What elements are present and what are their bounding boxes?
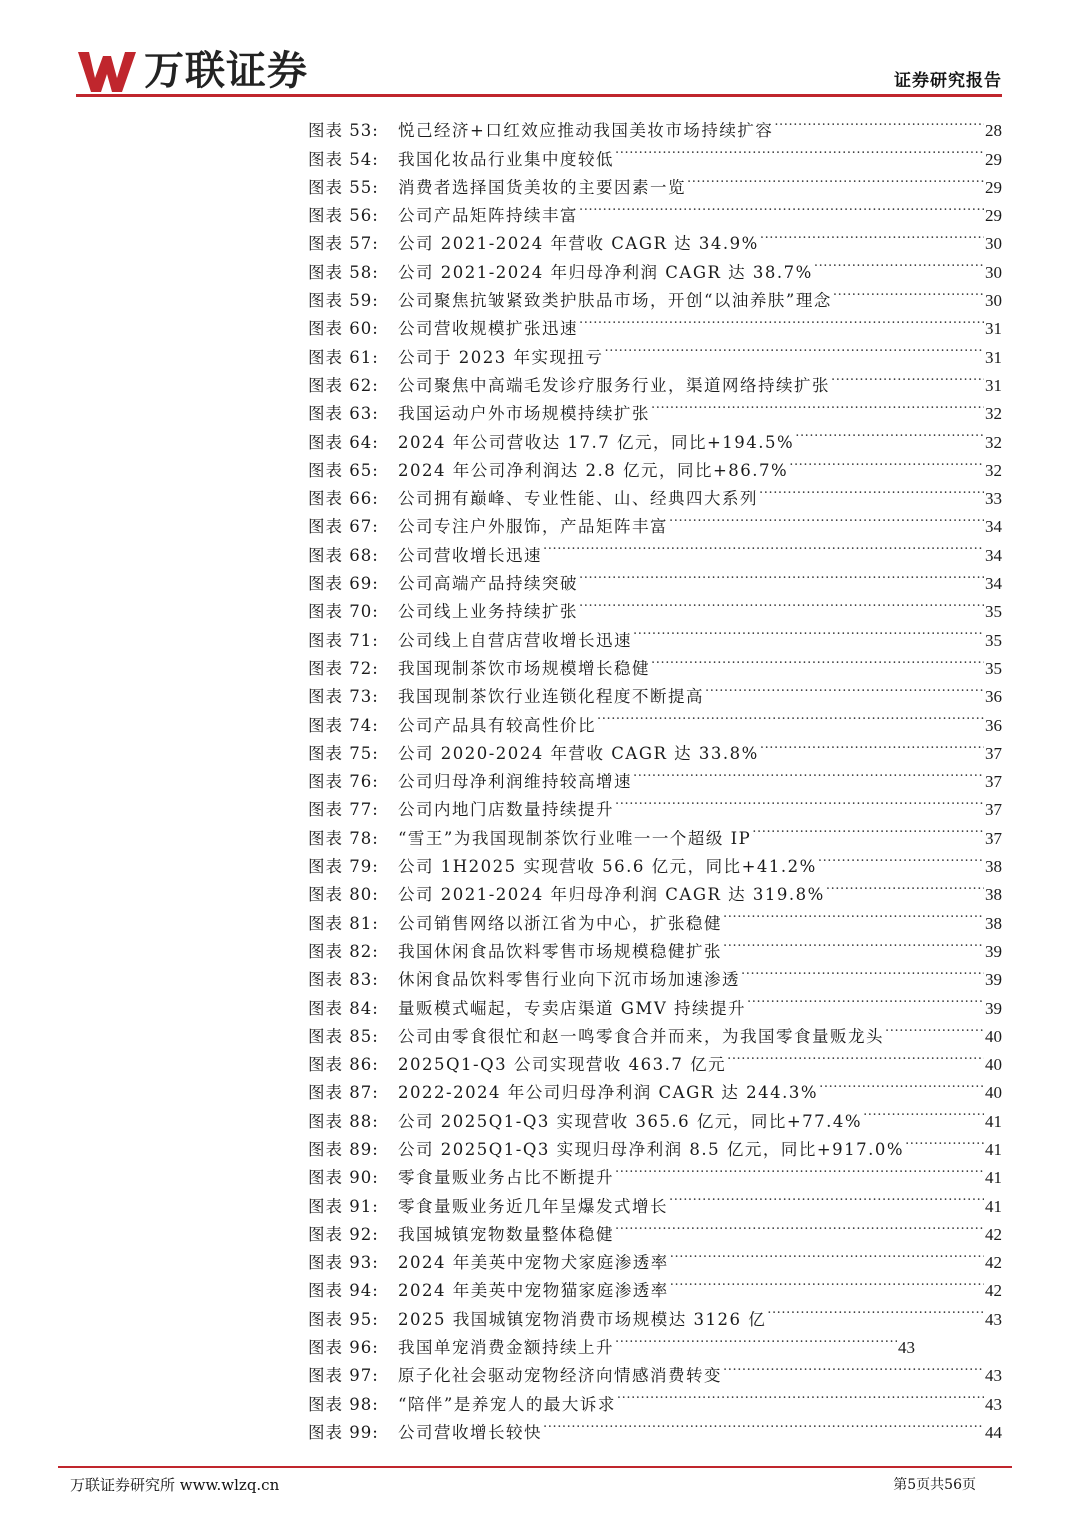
toc-dot-leader [833, 278, 984, 306]
toc-entry-label: 图表 90: [308, 1168, 379, 1188]
toc-entry-label: 图表 76: [308, 772, 379, 792]
toc-entry-page: 34 [985, 574, 1002, 594]
toc-dot-leader [615, 136, 984, 164]
toc-entry-page: 31 [985, 375, 1002, 395]
toc-entry-label: 图表 53: [308, 121, 379, 141]
toc-dot-leader [723, 1353, 984, 1381]
toc-dot-leader [831, 363, 984, 391]
toc-entry-page: 38 [985, 885, 1002, 905]
toc-entry-label: 图表 89: [308, 1139, 379, 1159]
toc-dot-leader [615, 1325, 897, 1353]
toc-entry-title: 2025Q1-Q3 公司实现营收 463.7 亿元 [398, 1055, 727, 1075]
toc-entry-label: 图表 72: [308, 658, 379, 678]
toc-entry-page: 29 [985, 149, 1002, 169]
toc-entry-label: 图表 56: [308, 206, 379, 226]
toc-entry-label: 图表 57: [308, 234, 379, 254]
toc-dot-leader [826, 872, 984, 900]
toc-entry-title: 2024 年公司营收达 17.7 亿元，同比+194.5% [398, 432, 795, 452]
toc-dot-leader [752, 815, 984, 843]
toc-dot-leader [579, 561, 984, 589]
toc-dot-leader [795, 419, 984, 447]
toc-entry-page: 36 [985, 687, 1002, 707]
page-number: 第5页共56页 [893, 1477, 976, 1493]
toc-dot-leader [669, 504, 984, 532]
toc-entry-title: 公司 2021-2024 年归母净利润 CAGR 达 319.8% [398, 885, 825, 905]
toc-entry-page: 41 [985, 1196, 1002, 1216]
toc-entry-page: 40 [985, 1026, 1002, 1046]
toc-entry-label: 图表 84: [308, 998, 379, 1018]
toc-entry-page: 30 [985, 291, 1002, 311]
toc-dot-leader [670, 1240, 984, 1268]
toc-entry-page: 41 [985, 1111, 1002, 1131]
toc-entry-title: 公司销售网络以浙江省为中心，扩张稳健 [398, 913, 722, 933]
toc-entry-label: 图表 98: [308, 1394, 379, 1414]
toc-entry-page: 40 [985, 1083, 1002, 1103]
toc-entry-label: 图表 61: [308, 347, 379, 367]
toc-entry-title: 公司产品具有较高性价比 [398, 715, 596, 735]
toc-entry-label: 图表 86: [308, 1055, 379, 1075]
toc-entry-title: 我国单宠消费金额持续上升 [398, 1338, 614, 1358]
toc-dot-leader [818, 844, 984, 872]
toc-entry-page: 28 [985, 121, 1002, 141]
toc-entry-title: 公司线上自营店营收增长迅速 [398, 630, 632, 650]
toc-entry-label: 图表 87: [308, 1083, 379, 1103]
toc-entry-title: 零食量贩业务近几年呈爆发式增长 [398, 1196, 668, 1216]
toc-entry-page: 42 [985, 1224, 1002, 1244]
toc-dot-leader [723, 929, 984, 957]
toc-entry-label: 图表 65: [308, 460, 379, 480]
toc-entry-page: 33 [985, 489, 1002, 509]
footer-source: 万联证券研究所 www.wlzq.cn [70, 1476, 280, 1494]
toc-entry-title: 公司内地门店数量持续提升 [398, 800, 614, 820]
toc-entry-label: 图表 99: [308, 1422, 379, 1442]
toc-dot-leader [760, 221, 984, 249]
toc-entry-title: 公司 1H2025 实现营收 56.6 亿元，同比+41.2% [398, 857, 817, 877]
toc-entry-page: 40 [985, 1055, 1002, 1075]
toc-entry-title: 2024 年美英中宠物犬家庭渗透率 [398, 1253, 669, 1273]
toc-entry-title: 2025 我国城镇宠物消费市场规模达 3126 亿 [398, 1309, 767, 1329]
toc-entry-title: 公司聚焦抗皱紧致类护肤品市场，开创“以油养肤”理念 [398, 291, 832, 311]
toc-entry-page: 41 [985, 1168, 1002, 1188]
toc-entry-page: 31 [985, 347, 1002, 367]
toc-entry-page: 39 [985, 970, 1002, 990]
toc-dot-leader [747, 985, 984, 1013]
footer-divider [58, 1466, 1012, 1468]
page-header [0, 0, 1080, 100]
toc-entry-page: 36 [985, 715, 1002, 735]
toc-dot-leader [670, 1268, 984, 1296]
toc-entry-label: 图表 77: [308, 800, 379, 820]
toc-entry-label: 图表 81: [308, 913, 379, 933]
toc-entry-label: 图表 93: [308, 1253, 379, 1273]
toc-dot-leader [633, 617, 984, 645]
toc-dot-leader [615, 787, 984, 815]
toc-entry-label: 图表 78: [308, 828, 379, 848]
toc-entry-title: 公司营收增长较快 [398, 1422, 542, 1442]
toc-entry-title: 公司专注户外服饰，产品矩阵丰富 [398, 517, 668, 537]
toc-dot-leader [651, 646, 984, 674]
toc-entry-title: 2024 年公司净利润达 2.8 亿元，同比+86.7% [398, 460, 789, 480]
toc-entry-title: 公司营收规模扩张迅速 [398, 319, 578, 339]
toc-entry-title: 公司 2021-2024 年营收 CAGR 达 34.9% [398, 234, 759, 254]
toc-entry-title: “雪王”为我国现制茶饮行业唯一一个超级 IP [398, 828, 752, 848]
toc-entry-page: 38 [985, 857, 1002, 877]
toc-dot-leader [651, 391, 984, 419]
toc-entry-title: 公司线上业务持续扩张 [398, 602, 578, 622]
toc-entry-label: 图表 80: [308, 885, 379, 905]
toc-entry-page: 37 [985, 800, 1002, 820]
company-logo [76, 46, 308, 96]
toc-dot-leader [543, 532, 984, 560]
toc-dot-leader [760, 731, 984, 759]
toc-entry-label: 图表 69: [308, 574, 379, 594]
toc-entry-label: 图表 85: [308, 1026, 379, 1046]
toc-entry-title: 我国运动户外市场规模持续扩张 [398, 404, 650, 424]
toc-entry-label: 图表 96: [308, 1338, 379, 1358]
toc-entry-title: 我国现制茶饮行业连锁化程度不断提高 [398, 687, 704, 707]
toc-entry-label: 图表 83: [308, 970, 379, 990]
toc-dot-leader [741, 957, 984, 985]
toc-entry-label: 图表 60: [308, 319, 379, 339]
toc-dot-leader [885, 1014, 984, 1042]
toc-dot-leader [687, 165, 984, 193]
toc-entry-page: 39 [985, 998, 1002, 1018]
toc-dot-leader [819, 1070, 984, 1098]
toc-entry-title: 公司由零食很忙和赵一鸣零食合并而来，为我国零食量贩龙头 [398, 1026, 884, 1046]
toc-entry-label: 图表 95: [308, 1309, 379, 1329]
toc-entry-title: 休闲食品饮料零售行业向下沉市场加速渗透 [398, 970, 740, 990]
toc-entry-label: 图表 59: [308, 291, 379, 311]
toc-entry-title: 公司归母净利润维持较高增速 [398, 772, 632, 792]
toc-entry-title: 消费者选择国货美妆的主要因素一览 [398, 177, 686, 197]
toc-entry-label: 图表 70: [308, 602, 379, 622]
toc-entry-title: 公司营收增长迅速 [398, 545, 542, 565]
toc-entry-page: 43 [985, 1309, 1002, 1329]
toc-dot-leader [633, 759, 984, 787]
toc-entry-title: 公司于 2023 年实现扭亏 [398, 347, 604, 367]
toc-entry-page: 32 [985, 404, 1002, 424]
toc-entry-page: 44 [985, 1422, 1002, 1442]
toc-entry-title: 公司产品矩阵持续丰富 [398, 206, 578, 226]
toc-entry-page: 37 [985, 828, 1002, 848]
toc-entry-label: 图表 74: [308, 715, 379, 735]
toc-dot-leader [905, 1127, 984, 1155]
toc-entry-page: 29 [985, 177, 1002, 197]
toc-entry-label: 图表 68: [308, 545, 379, 565]
toc-entry-title: 公司聚焦中高端毛发诊疗服务行业，渠道网络持续扩张 [398, 375, 830, 395]
toc-entry-label: 图表 92: [308, 1224, 379, 1244]
toc-entry-title: 零食量贩业务占比不断提升 [398, 1168, 614, 1188]
toc-dot-leader [723, 900, 984, 928]
toc-entry-title: 我国化妆品行业集中度较低 [398, 149, 614, 169]
toc-dot-leader [543, 1410, 984, 1438]
toc-entry-page: 43 [985, 1394, 1002, 1414]
toc-dot-leader [615, 1212, 984, 1240]
toc-entry-page: 41 [985, 1139, 1002, 1159]
toc-entry-label: 图表 73: [308, 687, 379, 707]
toc-entry-title: 公司 2025Q1-Q3 实现归母净利润 8.5 亿元，同比+917.0% [398, 1139, 905, 1159]
toc-dot-leader [727, 1042, 984, 1070]
toc-entry-page: 38 [985, 913, 1002, 933]
toc-entry-page: 37 [985, 772, 1002, 792]
toc-dot-leader [579, 193, 984, 221]
toc-entry-page: 35 [985, 630, 1002, 650]
toc-entry-label: 图表 62: [308, 375, 379, 395]
toc-entry-page: 30 [985, 234, 1002, 254]
toc-dot-leader [789, 448, 984, 476]
toc-dot-leader [863, 1098, 984, 1126]
toc-entry-title: 我国城镇宠物数量整体稳健 [398, 1224, 614, 1244]
toc-entry-title: “陪伴”是养宠人的最大诉求 [398, 1394, 616, 1414]
toc-entry-label: 图表 66: [308, 489, 379, 509]
toc-entry-title: 公司 2021-2024 年归母净利润 CAGR 达 38.7% [398, 262, 813, 282]
toc-entry-title: 公司 2025Q1-Q3 实现营收 365.6 亿元，同比+77.4% [398, 1111, 863, 1131]
toc-entry[interactable] [308, 108, 1002, 141]
toc-entry-page: 34 [985, 517, 1002, 537]
toc-entry-page: 42 [985, 1281, 1002, 1301]
toc-entry-label: 图表 88: [308, 1111, 379, 1131]
toc-entry-page: 39 [985, 941, 1002, 961]
toc-entry-label: 图表 58: [308, 262, 379, 282]
toc-dot-leader [579, 306, 984, 334]
toc-entry-page: 35 [985, 602, 1002, 622]
toc-entry-label: 图表 91: [308, 1196, 379, 1216]
toc-entry-label: 图表 75: [308, 743, 379, 763]
report-type-label: 证券研究报告 [894, 71, 1002, 91]
toc-entry-title: 原子化社会驱动宠物经济向情感消费转变 [398, 1366, 722, 1386]
toc-entry-page: 30 [985, 262, 1002, 282]
toc-entry-label: 图表 79: [308, 857, 379, 877]
toc-entry-label: 图表 97: [308, 1366, 379, 1386]
toc-entry-title: 公司高端产品持续突破 [398, 574, 578, 594]
toc-entry-page: 43 [898, 1338, 915, 1358]
toc-entry-title: 2022-2024 年公司归母净利润 CAGR 达 244.3% [398, 1083, 819, 1103]
toc-dot-leader [617, 1381, 984, 1409]
toc-entry-label: 图表 55: [308, 177, 379, 197]
toc-entry-page: 37 [985, 743, 1002, 763]
toc-entry-page: 32 [985, 432, 1002, 452]
toc-entry-label: 图表 64: [308, 432, 379, 452]
toc-entry-page: 43 [985, 1366, 1002, 1386]
toc-entry-label: 图表 82: [308, 941, 379, 961]
toc-entry-page: 35 [985, 658, 1002, 678]
toc-entry-page: 32 [985, 460, 1002, 480]
toc-entry-page: 31 [985, 319, 1002, 339]
header-divider [76, 94, 1002, 97]
toc-entry-title: 量贩模式崛起，专卖店渠道 GMV 持续提升 [398, 998, 746, 1018]
toc-entry-label: 图表 67: [308, 517, 379, 537]
toc-dot-leader [767, 1296, 984, 1324]
toc-entry-label: 图表 54: [308, 149, 379, 169]
figure-table-of-contents [308, 108, 1002, 1442]
toc-dot-leader [597, 702, 984, 730]
toc-dot-leader [579, 589, 984, 617]
toc-entry-title: 我国现制茶饮市场规模增长稳健 [398, 658, 650, 678]
toc-entry-label: 图表 63: [308, 404, 379, 424]
toc-dot-leader [604, 334, 984, 362]
toc-entry-title: 悦己经济+口红效应推动我国美妆市场持续扩容 [398, 121, 774, 141]
toc-dot-leader [774, 108, 984, 136]
toc-entry-title: 2024 年美英中宠物猫家庭渗透率 [398, 1281, 669, 1301]
toc-entry-label: 图表 71: [308, 630, 379, 650]
toc-entry-page: 29 [985, 206, 1002, 226]
toc-entry-title: 我国休闲食品饮料零售市场规模稳健扩张 [398, 941, 722, 961]
toc-entry-title: 公司拥有巅峰、专业性能、山、经典四大系列 [398, 489, 758, 509]
toc-dot-leader [814, 249, 984, 277]
logo-text: 万联证券 [144, 48, 308, 94]
toc-dot-leader [615, 1155, 984, 1183]
toc-entry-label: 图表 94: [308, 1281, 379, 1301]
toc-dot-leader [759, 476, 984, 504]
wanlian-w-logo-icon [76, 48, 136, 94]
toc-entry-page: 42 [985, 1253, 1002, 1273]
toc-dot-leader [705, 674, 984, 702]
toc-dot-leader [669, 1183, 984, 1211]
toc-entry-title: 公司 2020-2024 年营收 CAGR 达 33.8% [398, 743, 759, 763]
toc-entry-page: 34 [985, 545, 1002, 565]
